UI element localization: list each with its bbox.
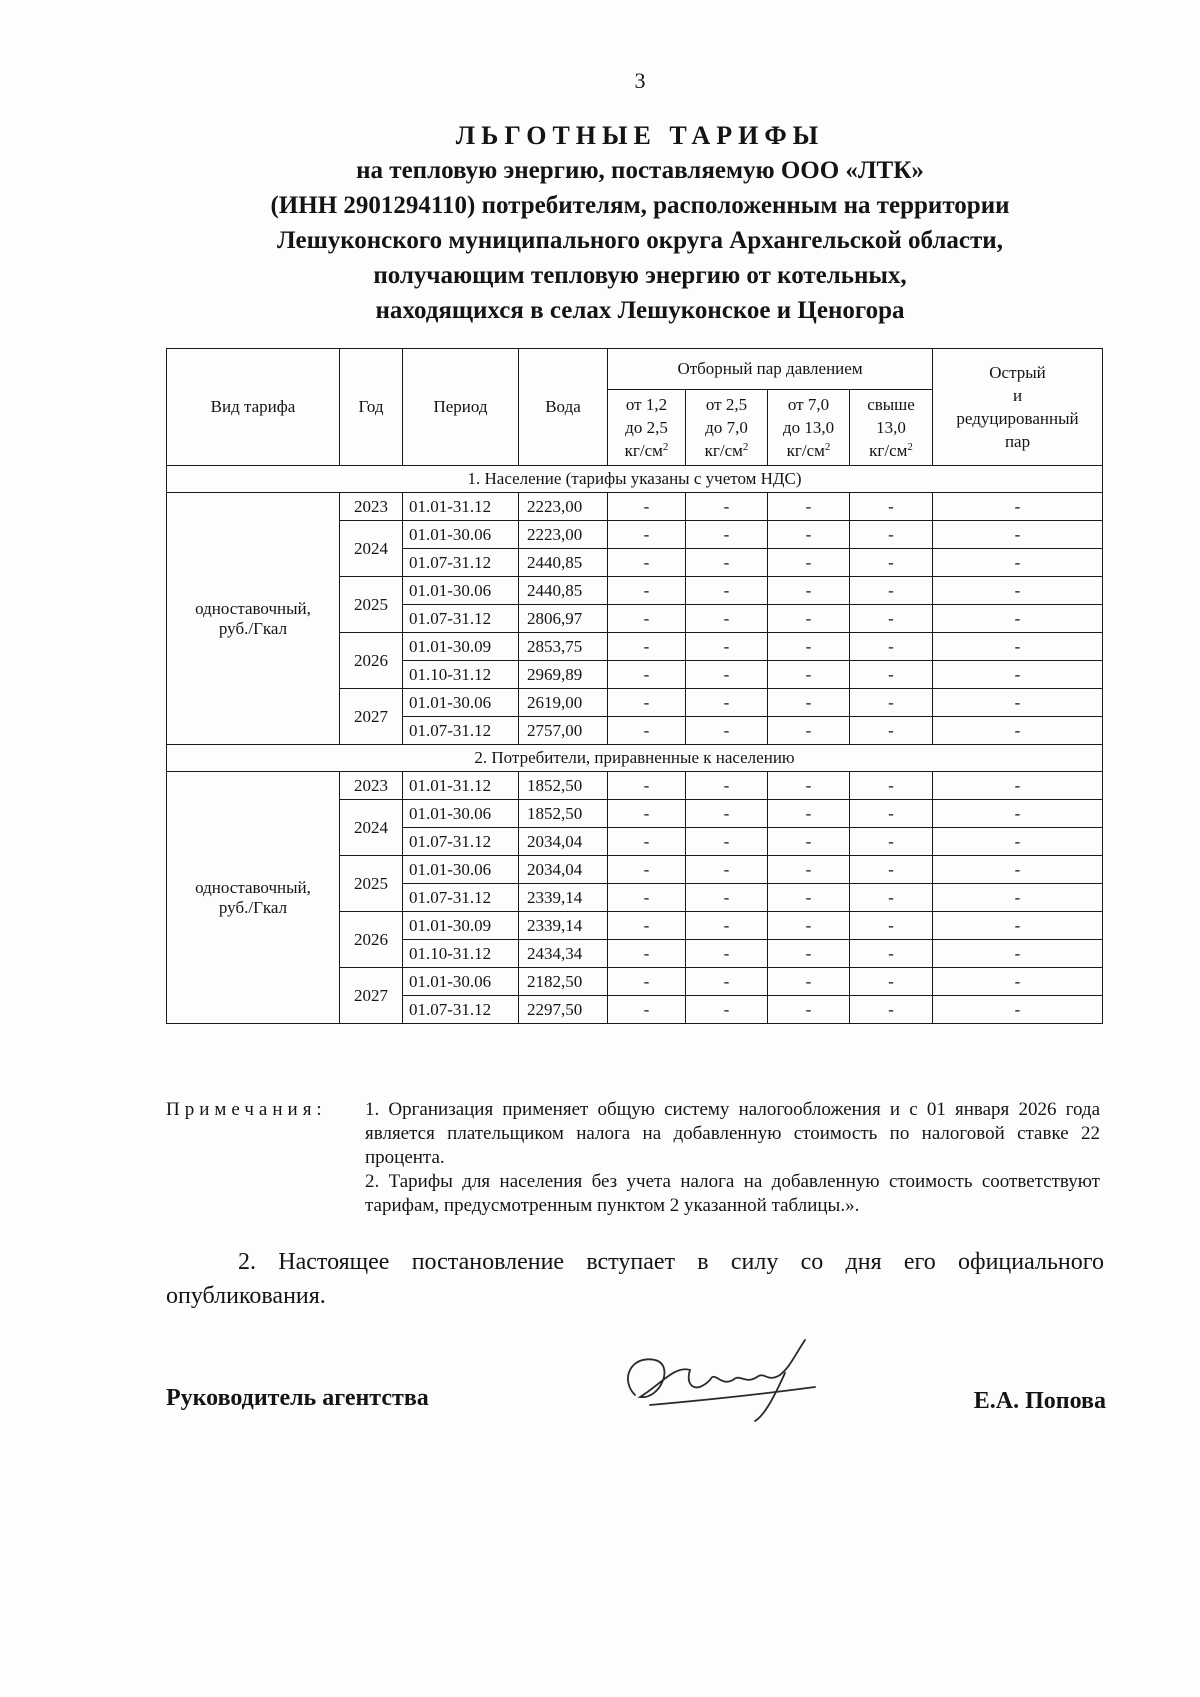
period-cell: 01.01-31.12 [403,493,519,521]
page-number: 3 [634,68,646,93]
empty-tariff-cell: - [608,940,686,968]
empty-tariff-cell: - [686,856,768,884]
empty-tariff-cell: - [686,800,768,828]
period-cell: 01.01-31.12 [403,772,519,800]
empty-tariff-cell: - [933,521,1103,549]
period-cell: 01.01-30.06 [403,856,519,884]
steam-col-unit [852,439,930,462]
empty-tariff-cell: - [686,549,768,577]
empty-tariff-cell: - [850,577,933,605]
period-cell: 01.07-31.12 [403,828,519,856]
header-period: Период [403,349,519,466]
water-cell: 2223,00 [519,493,608,521]
steam-col-unit-text: кг/см [704,441,743,460]
empty-tariff-cell: - [608,549,686,577]
steam-col-unit-text: кг/см [869,441,908,460]
note-item-2: 2. Тарифы для населения без учета налога на добавленную стоимость соответствуют тарифам, предусмотренным пунктом 2 указанной таблицы.». [365,1171,1100,1216]
empty-tariff-cell: - [768,940,850,968]
title-main: ЛЬГОТНЫЕ ТАРИФЫ [455,121,825,150]
period-cell: 01.10-31.12 [403,940,519,968]
header-water: Вода [519,349,608,466]
water-cell: 2297,50 [519,996,608,1024]
empty-tariff-cell: - [850,605,933,633]
steam-col-unit [770,439,847,462]
water-cell: 2034,04 [519,828,608,856]
empty-tariff-cell: - [850,800,933,828]
empty-tariff-cell: - [686,828,768,856]
notes-text [365,1098,1100,1218]
empty-tariff-cell: - [608,521,686,549]
year-cell: 2025 [340,856,403,912]
empty-tariff-cell: - [850,633,933,661]
tariff-table-body [167,466,1103,1024]
empty-tariff-cell: - [608,996,686,1024]
header-sharp-steam-line-1: Острый [989,363,1046,382]
empty-tariff-cell: - [933,493,1103,521]
empty-tariff-cell: - [768,996,850,1024]
empty-tariff-cell: - [608,605,686,633]
empty-tariff-cell: - [608,633,686,661]
steam-col-line-1: от 7,0 [787,395,830,414]
document-title [140,118,1140,328]
empty-tariff-cell: - [768,968,850,996]
empty-tariff-cell: - [933,577,1103,605]
note-item-1: 1. Организация применяет общую систему налогообложения и с 01 января 2026 года является плательщиком налога на добавленную стоимость по налоговой ставке 22 процента. [365,1099,1100,1168]
tariff-table [166,348,1103,1024]
empty-tariff-cell: - [933,968,1103,996]
water-cell: 1852,50 [519,772,608,800]
empty-tariff-cell: - [768,689,850,717]
year-cell: 2024 [340,521,403,577]
header-sharp-steam-line-2: и [1012,386,1023,405]
empty-tariff-cell: - [850,521,933,549]
tariff-type-line-2: руб./Гкал [218,897,288,917]
water-cell: 2969,89 [519,661,608,689]
water-cell: 2619,00 [519,689,608,717]
steam-col-line-1: от 1,2 [625,395,668,414]
tariff-type-line-1: одноставочный, [195,877,311,897]
header-steam-col-4 [850,390,933,466]
handwritten-signature [615,1325,835,1425]
year-cell: 2025 [340,577,403,633]
empty-tariff-cell: - [850,772,933,800]
empty-tariff-cell: - [933,661,1103,689]
empty-tariff-cell: - [768,856,850,884]
empty-tariff-cell: - [850,717,933,745]
empty-tariff-cell: - [850,940,933,968]
empty-tariff-cell: - [608,828,686,856]
empty-tariff-cell: - [933,605,1103,633]
water-cell: 2440,85 [519,549,608,577]
header-steam-col-1 [608,390,686,466]
year-cell: 2027 [340,968,403,1024]
empty-tariff-cell: - [686,996,768,1024]
empty-tariff-cell: - [686,689,768,717]
empty-tariff-cell: - [768,633,850,661]
empty-tariff-cell: - [933,856,1103,884]
steam-col-line-2: до 2,5 [625,418,668,437]
header-steam-col-2 [686,390,768,466]
water-cell: 2223,00 [519,521,608,549]
empty-tariff-cell: - [686,912,768,940]
empty-tariff-cell: - [850,828,933,856]
period-cell: 01.01-30.06 [403,689,519,717]
title-line-4: получающим тепловую энергию от котельных, [373,262,907,289]
steam-col-unit-exponent: 2 [742,441,749,453]
empty-tariff-cell: - [686,940,768,968]
water-cell: 2339,14 [519,884,608,912]
empty-tariff-cell: - [768,493,850,521]
water-cell: 1852,50 [519,800,608,828]
steam-col-line-1: свыше [867,395,915,414]
header-steam-col-3 [768,390,850,466]
empty-tariff-cell: - [608,800,686,828]
empty-tariff-cell: - [686,717,768,745]
empty-tariff-cell: - [933,717,1103,745]
water-cell: 2182,50 [519,968,608,996]
notes-label: Примечания: [166,1099,327,1120]
empty-tariff-cell: - [608,577,686,605]
empty-tariff-cell: - [608,856,686,884]
empty-tariff-cell: - [686,605,768,633]
empty-tariff-cell: - [768,912,850,940]
header-steam-group: Отборный пар давлением [608,349,933,390]
period-cell: 01.01-30.06 [403,577,519,605]
empty-tariff-cell: - [768,828,850,856]
section-header-row [167,466,1103,493]
empty-tariff-cell: - [768,800,850,828]
empty-tariff-cell: - [686,661,768,689]
year-cell: 2023 [340,772,403,800]
period-cell: 01.07-31.12 [403,605,519,633]
period-cell: 01.01-30.06 [403,800,519,828]
water-cell: 2339,14 [519,912,608,940]
steam-col-unit-exponent: 2 [824,441,831,453]
signatory-position: Руководитель агентства [166,1385,429,1411]
empty-tariff-cell: - [933,884,1103,912]
steam-col-line-2: до 7,0 [705,418,748,437]
empty-tariff-cell: - [608,717,686,745]
year-cell: 2024 [340,800,403,856]
steam-col-line-2: 13,0 [876,418,906,437]
title-line-5: находящихся в селах Лешуконское и Ценогора [375,297,905,324]
empty-tariff-cell: - [850,996,933,1024]
empty-tariff-cell: - [850,661,933,689]
empty-tariff-cell: - [933,689,1103,717]
empty-tariff-cell: - [933,549,1103,577]
empty-tariff-cell: - [850,493,933,521]
period-cell: 01.07-31.12 [403,884,519,912]
year-cell: 2026 [340,912,403,968]
empty-tariff-cell: - [850,884,933,912]
tariff-type-line-1: одноставочный, [195,598,311,618]
empty-tariff-cell: - [933,828,1103,856]
header-sharp-steam-line-3: редуцированный [956,409,1079,428]
water-cell: 2434,34 [519,940,608,968]
section-title: 2. Потребители, приравненные к населению [167,745,1103,772]
empty-tariff-cell: - [933,912,1103,940]
empty-tariff-cell: - [608,661,686,689]
steam-col-unit-exponent: 2 [907,441,913,453]
steam-col-unit [610,439,683,462]
tariff-type-cell [167,772,340,1024]
header-year: Год [340,349,403,466]
empty-tariff-cell: - [686,633,768,661]
year-cell: 2027 [340,689,403,745]
water-cell: 2440,85 [519,577,608,605]
empty-tariff-cell: - [608,912,686,940]
steam-col-line-2: до 13,0 [782,418,835,437]
period-cell: 01.10-31.12 [403,661,519,689]
steam-col-unit [688,439,765,462]
water-cell: 2806,97 [519,605,608,633]
empty-tariff-cell: - [686,493,768,521]
period-cell: 01.07-31.12 [403,996,519,1024]
empty-tariff-cell: - [850,968,933,996]
title-line-1: на тепловую энергию, поставляемую ООО «ЛТК» [356,157,924,184]
period-cell: 01.01-30.09 [403,912,519,940]
empty-tariff-cell: - [686,772,768,800]
table-row [167,772,1103,800]
steam-col-unit-exponent: 2 [662,441,669,453]
empty-tariff-cell: - [933,772,1103,800]
period-cell: 01.01-30.09 [403,633,519,661]
steam-col-line-1: от 2,5 [705,395,748,414]
empty-tariff-cell: - [850,549,933,577]
water-cell: 2034,04 [519,856,608,884]
empty-tariff-cell: - [608,493,686,521]
tariff-type-line-2: руб./Гкал [218,618,288,638]
empty-tariff-cell: - [850,856,933,884]
title-line-2: (ИНН 2901294110) потребителям, расположенным на территории [270,192,1010,219]
steam-col-unit-text: кг/см [624,441,663,460]
empty-tariff-cell: - [686,968,768,996]
empty-tariff-cell: - [933,996,1103,1024]
header-sharp-steam-line-4: пар [1004,432,1031,451]
header-tariff-type: Вид тарифа [167,349,340,466]
period-cell: 01.07-31.12 [403,717,519,745]
empty-tariff-cell: - [608,772,686,800]
empty-tariff-cell: - [768,521,850,549]
empty-tariff-cell: - [768,661,850,689]
steam-col-unit-text: кг/см [786,441,825,460]
empty-tariff-cell: - [933,633,1103,661]
water-cell: 2853,75 [519,633,608,661]
water-cell: 2757,00 [519,717,608,745]
effective-date-clause: 2. Настоящее постановление вступает в силу со дня его официального опубликования. [166,1249,1104,1309]
period-cell: 01.07-31.12 [403,549,519,577]
empty-tariff-cell: - [686,884,768,912]
empty-tariff-cell: - [850,689,933,717]
signatory-name: Е.А. Попова [973,1388,1106,1414]
empty-tariff-cell: - [933,940,1103,968]
title-line-3: Лешуконского муниципального округа Архангельской области, [277,227,1003,254]
empty-tariff-cell: - [608,689,686,717]
period-cell: 01.01-30.06 [403,521,519,549]
empty-tariff-cell: - [608,884,686,912]
header-sharp-steam [933,349,1103,466]
empty-tariff-cell: - [933,800,1103,828]
table-row [167,493,1103,521]
empty-tariff-cell: - [768,549,850,577]
notes-block [166,1098,1100,1218]
empty-tariff-cell: - [686,521,768,549]
section-title: 1. Население (тарифы указаны с учетом НДС) [167,466,1103,493]
empty-tariff-cell: - [768,884,850,912]
section-header-row [167,745,1103,772]
year-cell: 2026 [340,633,403,689]
empty-tariff-cell: - [608,968,686,996]
empty-tariff-cell: - [686,577,768,605]
empty-tariff-cell: - [768,717,850,745]
empty-tariff-cell: - [768,605,850,633]
empty-tariff-cell: - [768,772,850,800]
empty-tariff-cell: - [850,912,933,940]
tariff-type-cell [167,493,340,745]
period-cell: 01.01-30.06 [403,968,519,996]
year-cell: 2023 [340,493,403,521]
empty-tariff-cell: - [768,577,850,605]
